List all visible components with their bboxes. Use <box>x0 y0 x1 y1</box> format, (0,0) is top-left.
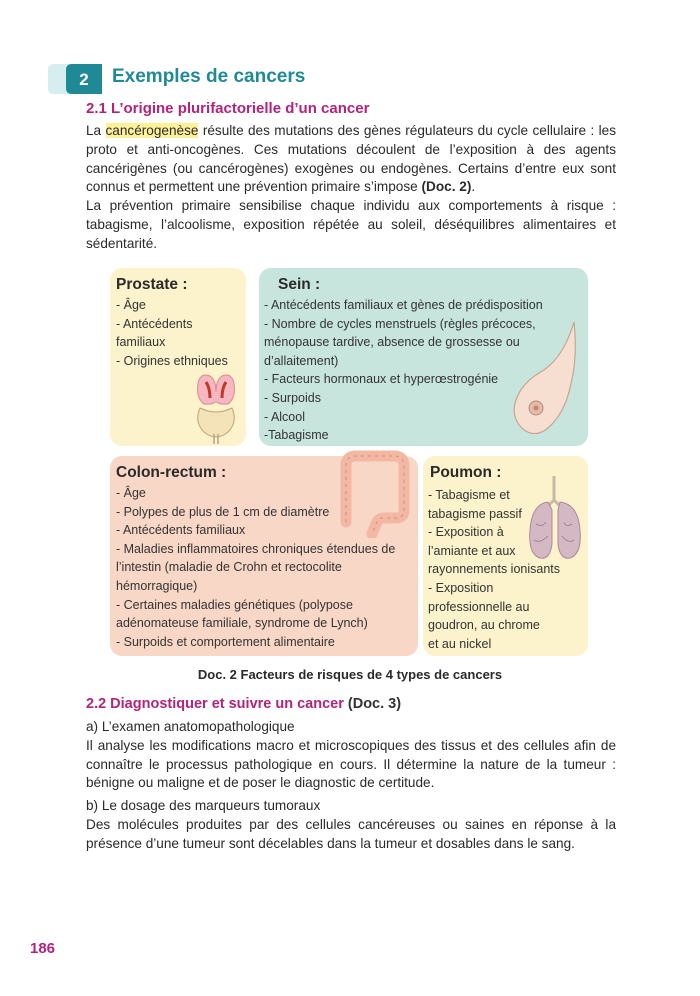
list-item: d’allaitement) <box>264 353 339 368</box>
doc-reference: (Doc. 3) <box>343 696 402 712</box>
list-item: - Exposition <box>428 580 494 595</box>
intro-paragraphs <box>86 122 616 254</box>
list-item: ménopause tardive, absence de grossesse ou <box>264 335 520 350</box>
list-item: familiaux <box>116 335 166 350</box>
list-item: - Antécédents <box>116 316 193 331</box>
subsection-a-text: Il analyse les modifications macro et microscopiques des tissus et des cellules afin de connaître le processus pathologique en cours. Il détermine la nature de la tumeur : bénigne ou maligne et de poser le diagnostic de certitude. <box>86 737 616 791</box>
list-item: tabagisme passif <box>428 506 522 521</box>
list-item: et au nickel <box>428 636 492 651</box>
breast-risk-list <box>264 296 543 445</box>
list-item: hémorragique) <box>116 578 198 593</box>
doc-reference: (Doc. 2) <box>421 179 472 195</box>
page-number: 186 <box>30 940 56 957</box>
intro-paragraph <box>86 122 616 197</box>
list-item: professionnelle au <box>428 599 530 614</box>
list-item: - Antécédents familiaux et gènes de prédisposition <box>264 298 543 312</box>
subsection-title-2-1: 2.1 L’origine plurifactorielle d’un cancer <box>86 100 370 117</box>
lungs-illustration-icon <box>526 474 586 566</box>
intro-end: . <box>471 179 476 195</box>
list-item: - Exposition à <box>428 525 504 540</box>
lung-title: Poumon : <box>430 464 502 481</box>
prevention-paragraph: La prévention primaire sensibilise chaque individu aux comportements à risque : tabagisme, l’alcoolisme, exposition répétée au soleil, déséquilibres alimentaires et sédentarité. <box>86 198 616 251</box>
intro-body: résulte des mutations des gènes régulateurs du cycle cellulaire : les proto et anti-oncogènes. Ces mutations découlent de l’exposition à des agents cancérigènes (ou cancérogènes) exogènes ou endogènes. Certains d’entre eux sont connus et permettent une prévention primaire s’impose <box>86 123 616 195</box>
list-item: - Nombre de cycles menstruels (règles précoces, <box>264 316 536 331</box>
section-number-badge <box>48 64 102 94</box>
list-item: - Âge <box>116 298 146 312</box>
list-item: l’amiante et aux <box>428 543 516 558</box>
list-item: - Tabagisme et <box>428 488 510 502</box>
subsection-a-title: a) L’examen anatomopathologique <box>86 719 295 734</box>
subsection-title-text: 2.2 Diagnostiquer et suivre un cancer <box>86 696 344 712</box>
list-item: adénomateuse familiale, syndrome de Lynch) <box>116 616 368 631</box>
subsection-title-2-2 <box>86 696 401 712</box>
list-item: - Âge <box>116 486 146 500</box>
colon-title: Colon-rectum : <box>116 464 227 481</box>
list-item: - Certaines maladies génétiques (polypose <box>116 597 353 612</box>
list-item: -Tabagisme <box>264 428 329 443</box>
intro-prefix: La <box>86 123 106 138</box>
list-item: - Polypes de plus de 1 cm de diamètre <box>116 504 330 519</box>
highlighted-term: cancérogenèse <box>105 123 199 138</box>
diagnosis-section <box>86 718 616 854</box>
list-item: - Alcool <box>264 409 305 424</box>
figure-caption: Doc. 2 Facteurs de risques de 4 types de cancers <box>197 667 503 682</box>
list-item: - Surpoids et comportement alimentaire <box>116 634 335 649</box>
list-item: goudron, au chrome <box>428 618 540 633</box>
subsection-b-title: b) Le dosage des marqueurs tumoraux <box>86 798 321 814</box>
subsection-b-text: Des molécules produites par des cellules cancéreuses ou saines en réponse à la présence d’une tumeur sont décelables dans la tumeur et dosables dans le sang. <box>86 816 616 851</box>
section-number: 2 <box>79 70 89 89</box>
list-item: - Surpoids <box>264 390 321 405</box>
breast-illustration-icon <box>508 318 586 444</box>
prostate-title: Prostate : <box>116 276 188 293</box>
section-title: Exemples de cancers <box>112 66 306 87</box>
list-item: - Origines ethniques <box>116 353 228 368</box>
list-item: rayonnements ionisants <box>428 562 561 577</box>
list-item: - Maladies inflammatoires chroniques étendues de <box>116 541 396 556</box>
prostate-risk-list <box>116 296 228 370</box>
list-item: l’intestin (maladie de Crohn et rectocolite <box>116 560 342 575</box>
list-item: - Antécédents familiaux <box>116 523 246 538</box>
list-item: - Facteurs hormonaux et hyperœstrogénie <box>264 372 499 387</box>
prostate-illustration-icon <box>190 372 242 446</box>
colon-illustration-icon <box>332 446 416 538</box>
breast-title: Sein : <box>278 276 321 293</box>
